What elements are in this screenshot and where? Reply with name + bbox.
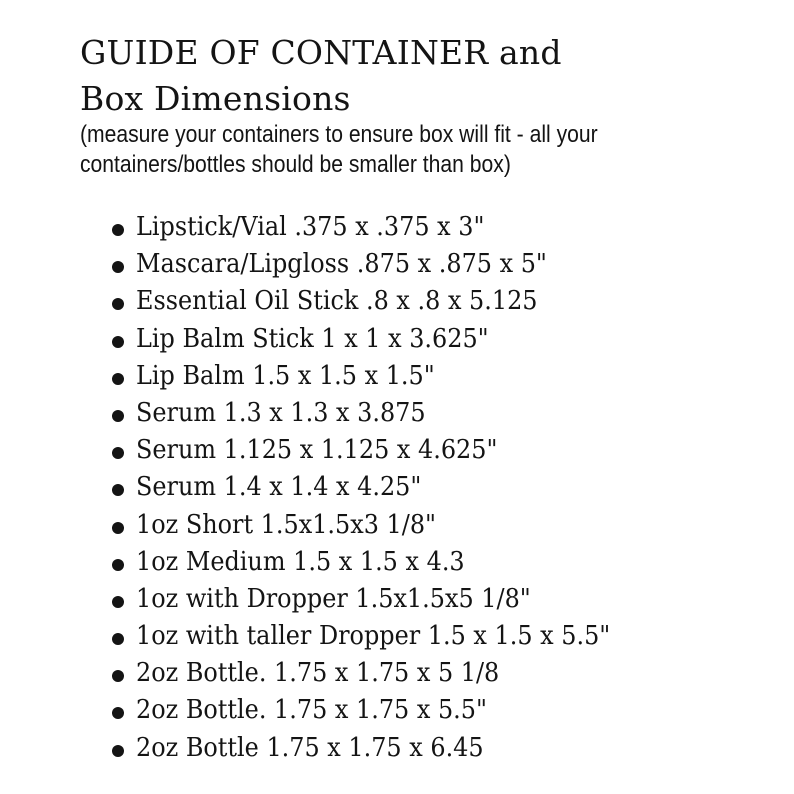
title-line-2: Box Dimensions (80, 79, 351, 118)
bullet-icon (112, 522, 124, 534)
bullet-icon (112, 633, 124, 645)
title-line-1: GUIDE OF CONTAINER and (80, 33, 562, 72)
bullet-icon (112, 484, 124, 496)
bullet-icon (112, 745, 124, 757)
note-line-1: (measure your containers to ensure box will fit - all your (80, 121, 598, 148)
note-line-2: containers/bottles should be smaller than box) (80, 151, 511, 178)
list-item-text: Essential Oil Stick .8 x .8 x 5.125 (136, 286, 538, 317)
bullet-icon (112, 336, 124, 348)
list-item-text: Serum 1.4 x 1.4 x 4.25" (136, 472, 422, 503)
bullet-icon (112, 298, 124, 310)
list-item-text: Serum 1.125 x 1.125 x 4.625" (136, 435, 498, 466)
list-item-text: Lip Balm 1.5 x 1.5 x 1.5" (136, 360, 435, 391)
bullet-icon (112, 559, 124, 571)
list-item-text: 1oz with Dropper 1.5x1.5x5 1/8" (136, 583, 531, 614)
bullet-icon (112, 373, 124, 385)
list-item-text: Mascara/Lipgloss .875 x .875 x 5" (136, 249, 547, 280)
list-item-text: Serum 1.3 x 1.3 x 3.875 (136, 397, 426, 428)
bullet-icon (112, 670, 124, 682)
bullet-icon (112, 447, 124, 459)
list-item-text: 1oz with taller Dropper 1.5 x 1.5 x 5.5" (136, 621, 611, 652)
list-item-text: 2oz Bottle 1.75 x 1.75 x 6.45 (136, 732, 484, 763)
measurement-note (80, 120, 598, 180)
list-item-text: 1oz Medium 1.5 x 1.5 x 4.3 (136, 546, 465, 577)
list-item-text: 1oz Short 1.5x1.5x3 1/8" (136, 509, 437, 540)
list-item-text: Lip Balm Stick 1 x 1 x 3.625" (136, 323, 489, 354)
list-item-text: 2oz Bottle. 1.75 x 1.75 x 5.5" (136, 695, 488, 726)
page-title (80, 30, 562, 122)
bullet-icon (112, 261, 124, 273)
bullet-icon (112, 596, 124, 608)
bullet-icon (112, 707, 124, 719)
list-item-text: 2oz Bottle. 1.75 x 1.75 x 5 1/8 (136, 658, 500, 689)
bullet-icon (112, 410, 124, 422)
bullet-icon (112, 224, 124, 236)
list-item-text: Lipstick/Vial .375 x .375 x 3" (136, 212, 485, 242)
